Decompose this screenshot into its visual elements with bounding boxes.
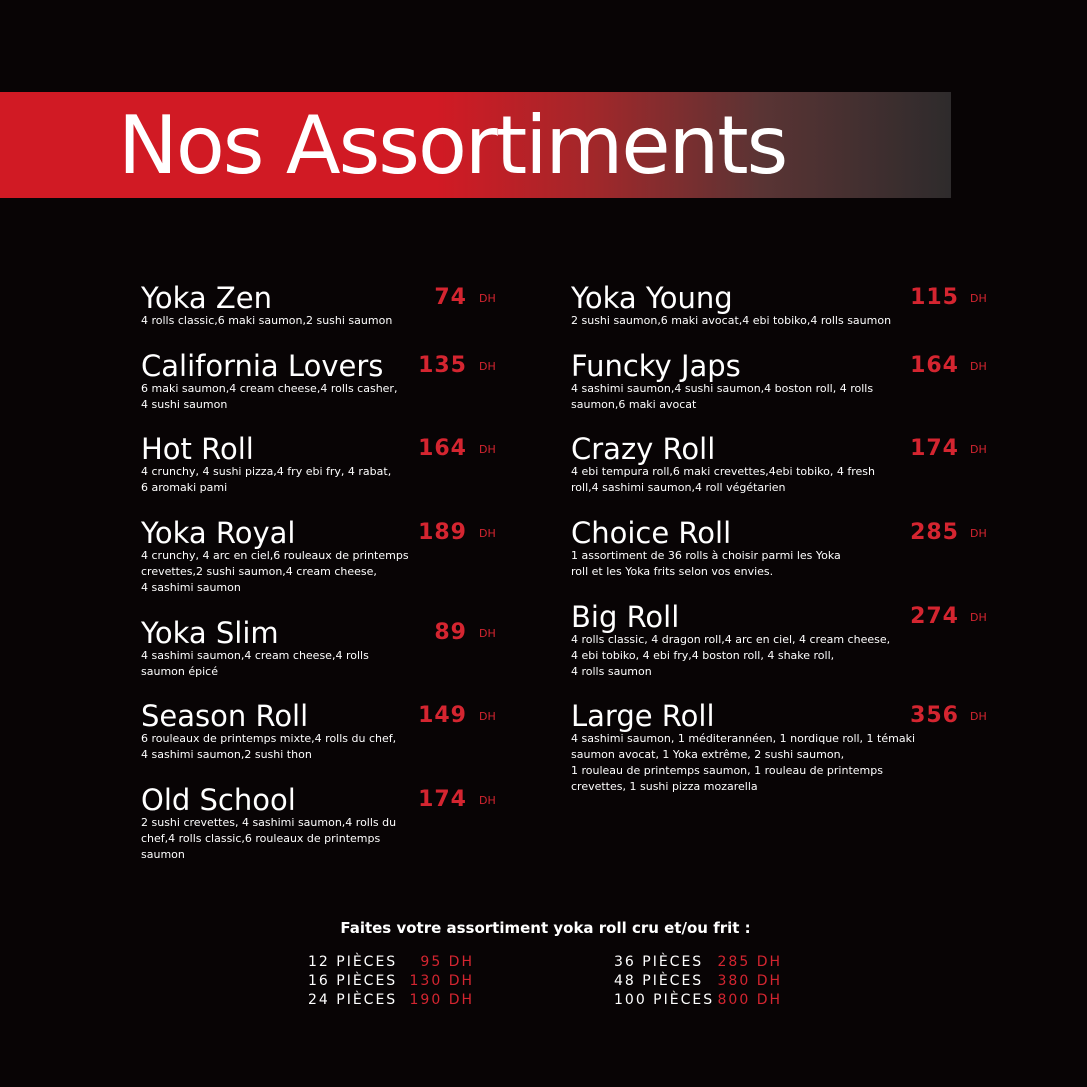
menu-item-description-line: 4 crunchy, 4 sushi pizza,4 fry ebi fry, 4 rabat, [141, 465, 392, 478]
menu-item [141, 432, 499, 502]
custom-prices-left [308, 953, 474, 1010]
menu-item-price: 149 [418, 703, 467, 728]
custom-price-pieces: 48 PIÈCES [614, 973, 704, 989]
menu-item-description [571, 632, 931, 680]
custom-price-pieces: 12 PIÈCES [308, 954, 398, 970]
menu-item-name: Big Roll [571, 600, 680, 634]
menu-item-description-line: 4 sashimi saumon,2 sushi thon [141, 748, 312, 761]
menu-item-description-line: 4 sashimi saumon,4 sushi saumon,4 boston roll, 4 rolls [571, 382, 874, 395]
menu-item-description [141, 731, 431, 763]
menu-item-price: 189 [418, 520, 467, 545]
menu-item-description-line: roll et les Yoka frits selon vos envies. [571, 565, 774, 578]
menu-item [141, 349, 499, 419]
page-title: Nos Assortiments [118, 99, 787, 192]
menu-item [571, 281, 990, 351]
menu-item-currency: DH [479, 710, 496, 723]
menu-item-currency: DH [479, 794, 496, 807]
menu-item-description-line: 4 sashimi saumon,4 cream cheese,4 rolls [141, 649, 369, 662]
menu-item-price: 174 [418, 787, 467, 812]
custom-assortment-title: Faites votre assortiment yoka roll cru et/ou frit : [340, 919, 751, 937]
custom-price-value: 130 DH [409, 973, 474, 989]
menu-item-name: Funcky Japs [571, 349, 741, 383]
custom-prices-right [614, 953, 782, 1010]
menu-item-name: Yoka Zen [141, 281, 272, 315]
menu-item-description-line: 4 sashimi saumon [141, 581, 241, 594]
menu-item-price: 89 [434, 620, 467, 645]
menu-item-name: Season Roll [141, 699, 309, 733]
menu-item [571, 516, 990, 586]
menu-item-price: 164 [418, 436, 467, 461]
menu-item [571, 600, 990, 678]
custom-price-value: 190 DH [409, 992, 474, 1008]
menu-item [571, 432, 990, 502]
menu-item-description-line: 4 ebi tempura roll,6 maki crevettes,4ebi tobiko, 4 fresh [571, 465, 875, 478]
menu-item-description-line: 2 sushi saumon,6 maki avocat,4 ebi tobiko,4 rolls saumon [571, 314, 892, 327]
menu-item-description [571, 464, 931, 496]
menu-item-description-line: 6 aromaki pami [141, 481, 228, 494]
menu-item-description-line: 6 rouleaux de printemps mixte,4 rolls du chef, [141, 732, 397, 745]
menu-item-description [571, 381, 931, 413]
menu-item [141, 516, 499, 594]
menu-item-description-line: 4 ebi tobiko, 4 ebi fry,4 boston roll, 4 shake roll, [571, 649, 835, 662]
menu-item-description-line: crevettes,2 sushi saumon,4 cream cheese, [141, 565, 377, 578]
custom-price-pieces: 24 PIÈCES [308, 992, 398, 1008]
custom-price-value: 95 DH [420, 954, 474, 970]
menu-item-description-line: saumon,6 maki avocat [571, 398, 697, 411]
menu-item-description [571, 731, 931, 795]
menu-item-description-line: 1 rouleau de printemps saumon, 1 rouleau de printemps [571, 764, 883, 777]
menu-item-name: Large Roll [571, 699, 715, 733]
menu-item-description-line: 4 rolls classic,6 maki saumon,2 sushi saumon [141, 314, 393, 327]
custom-price-row [614, 991, 782, 1010]
custom-price-row [308, 972, 474, 991]
menu-item-name: Choice Roll [571, 516, 732, 550]
menu-item-description-line: saumon épicé [141, 665, 218, 678]
menu-item-description-line: saumon [141, 848, 185, 861]
menu-item-currency: DH [970, 443, 987, 456]
menu-item-description [141, 815, 431, 863]
custom-price-row [308, 953, 474, 972]
menu-item-description-line: 1 assortiment de 36 rolls à choisir parmi les Yoka [571, 549, 841, 562]
menu-item [141, 699, 499, 769]
menu-item-currency: DH [970, 710, 987, 723]
menu-item-currency: DH [970, 527, 987, 540]
menu-item-description-line: saumon avocat, 1 Yoka extrême, 2 sushi saumon, [571, 748, 845, 761]
menu-item-description [141, 464, 431, 496]
menu-item-description [141, 548, 431, 596]
menu-item-price: 285 [910, 520, 959, 545]
menu-item-price: 356 [910, 703, 959, 728]
menu-item-description-line: roll,4 sashimi saumon,4 roll végétarien [571, 481, 786, 494]
menu-item-currency: DH [479, 527, 496, 540]
custom-price-value: 380 DH [717, 973, 782, 989]
menu-item-description [571, 548, 931, 580]
custom-price-value: 800 DH [717, 992, 782, 1008]
menu-item-currency: DH [479, 443, 496, 456]
menu-item [571, 349, 990, 419]
menu-item-price: 164 [910, 353, 959, 378]
menu-item-description-line: 4 rolls saumon [571, 665, 652, 678]
menu-item-description [141, 648, 431, 680]
menu-item-name: Hot Roll [141, 432, 254, 466]
menu-item-price: 274 [910, 604, 959, 629]
menu-item-description-line: 4 sashimi saumon, 1 méditerannéen, 1 nordique roll, 1 témaki [571, 732, 916, 745]
custom-price-row [614, 972, 782, 991]
menu-item-currency: DH [970, 360, 987, 373]
menu-item [141, 616, 499, 686]
menu-item-description-line: crevettes, 1 sushi pizza mozarella [571, 780, 758, 793]
menu-item [141, 281, 499, 351]
menu-item-currency: DH [970, 611, 987, 624]
menu-item-price: 174 [910, 436, 959, 461]
menu-item-description [141, 381, 431, 413]
menu-item-description-line: 4 rolls classic, 4 dragon roll,4 arc en ciel, 4 cream cheese, [571, 633, 891, 646]
menu-item-price: 135 [418, 353, 467, 378]
custom-price-pieces: 16 PIÈCES [308, 973, 398, 989]
menu-item-name: Crazy Roll [571, 432, 716, 466]
custom-price-pieces: 36 PIÈCES [614, 954, 704, 970]
menu-item-description [571, 313, 931, 329]
custom-price-pieces: 100 PIÈCES [614, 992, 715, 1008]
menu-item-description [141, 313, 431, 329]
menu-item-name: Yoka Slim [141, 616, 279, 650]
menu-item-currency: DH [970, 292, 987, 305]
menu-item [571, 699, 990, 793]
custom-price-row [614, 953, 782, 972]
menu-item-price: 115 [910, 285, 959, 310]
custom-price-value: 285 DH [717, 954, 782, 970]
menu-item-description-line: 6 maki saumon,4 cream cheese,4 rolls casher, [141, 382, 398, 395]
menu-item-currency: DH [479, 627, 496, 640]
menu-item-currency: DH [479, 292, 496, 305]
menu-item-currency: DH [479, 360, 496, 373]
menu-item-description-line: chef,4 rolls classic,6 rouleaux de printemps [141, 832, 381, 845]
menu-item-name: Old School [141, 783, 296, 817]
menu-item-description-line: 2 sushi crevettes, 4 sashimi saumon,4 rolls du [141, 816, 397, 829]
custom-price-row [308, 991, 474, 1010]
menu-item-name: Yoka Royal [141, 516, 296, 550]
menu-item-name: California Lovers [141, 349, 384, 383]
menu-item-price: 74 [434, 285, 467, 310]
menu-item-description-line: 4 sushi saumon [141, 398, 228, 411]
menu-item [141, 783, 499, 861]
menu-item-description-line: 4 crunchy, 4 arc en ciel,6 rouleaux de printemps [141, 549, 409, 562]
menu-item-name: Yoka Young [571, 281, 733, 315]
